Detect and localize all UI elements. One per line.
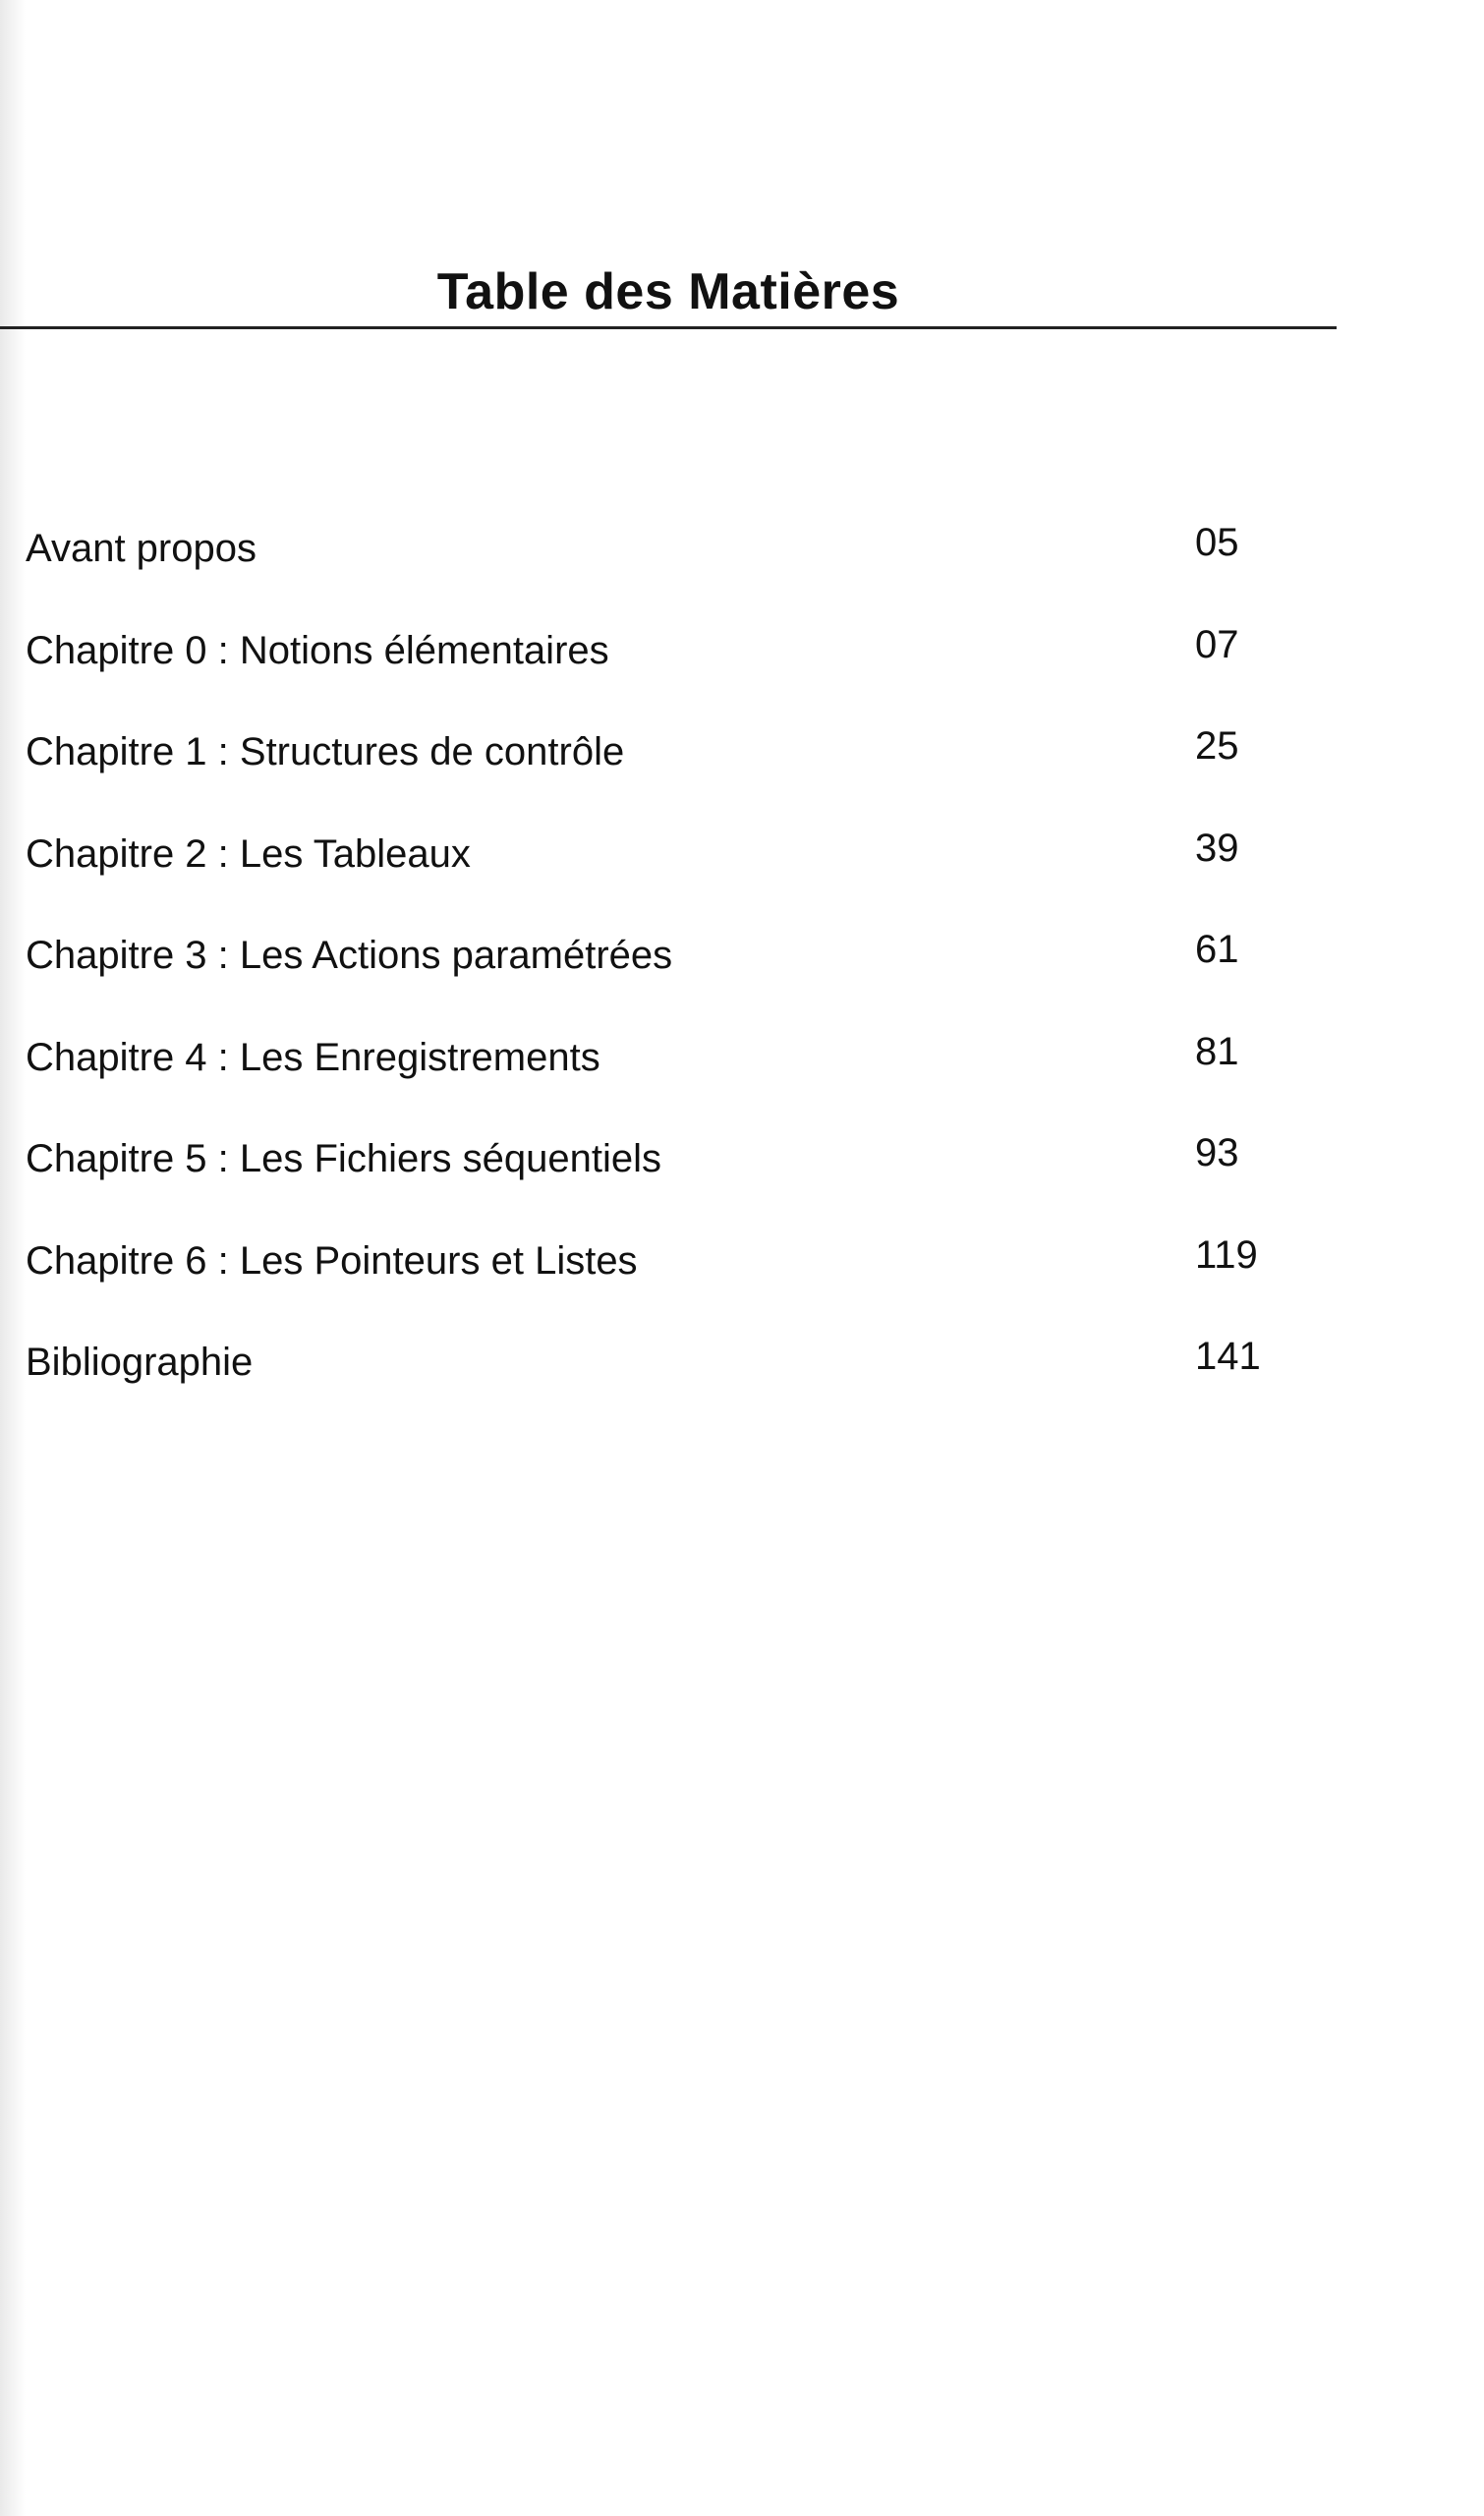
table-of-contents [26, 509, 1293, 1425]
toc-entry-bibliographie [26, 1323, 1293, 1425]
toc-entry-label: Chapitre 1 : Structures de contrôle [26, 730, 625, 773]
toc-entry-page: 07 [1195, 622, 1239, 666]
toc-entry-chapitre-6 [26, 1222, 1293, 1324]
toc-entry-label: Avant propos [26, 527, 257, 570]
toc-entry-avant-propos [26, 509, 1293, 611]
toc-entry-label: Chapitre 0 : Notions élémentaires [26, 628, 609, 672]
toc-entry-chapitre-0 [26, 611, 1293, 714]
toc-entry-chapitre-1 [26, 713, 1293, 815]
toc-entry-page: 25 [1195, 724, 1239, 768]
toc-entry-label: Chapitre 5 : Les Fichiers séquentiels [26, 1137, 661, 1180]
toc-entry-page: 61 [1195, 928, 1239, 971]
toc-entry-label: Chapitre 4 : Les Enregistrements [26, 1035, 600, 1079]
toc-entry-chapitre-5 [26, 1119, 1293, 1222]
toc-entry-page: 05 [1195, 521, 1239, 564]
toc-entry-chapitre-3 [26, 916, 1293, 1018]
toc-entry-page: 81 [1195, 1029, 1239, 1073]
toc-entry-chapitre-4 [26, 1018, 1293, 1120]
toc-entry-page: 93 [1195, 1131, 1239, 1174]
page-edge-shadow [0, 0, 26, 2516]
toc-entry-label: Bibliographie [26, 1341, 254, 1384]
page-title: Table des Matières [436, 263, 900, 320]
toc-entry-page: 141 [1195, 1335, 1261, 1378]
toc-entry-label: Chapitre 6 : Les Pointeurs et Listes [26, 1238, 638, 1283]
toc-entry-label: Chapitre 3 : Les Actions paramétrées [26, 934, 673, 977]
toc-entry-chapitre-2 [26, 815, 1293, 917]
toc-entry-label: Chapitre 2 : Les Tableaux [26, 831, 471, 876]
toc-entry-page: 39 [1195, 826, 1239, 870]
toc-entry-page: 119 [1195, 1232, 1258, 1277]
title-underline [0, 326, 1337, 329]
